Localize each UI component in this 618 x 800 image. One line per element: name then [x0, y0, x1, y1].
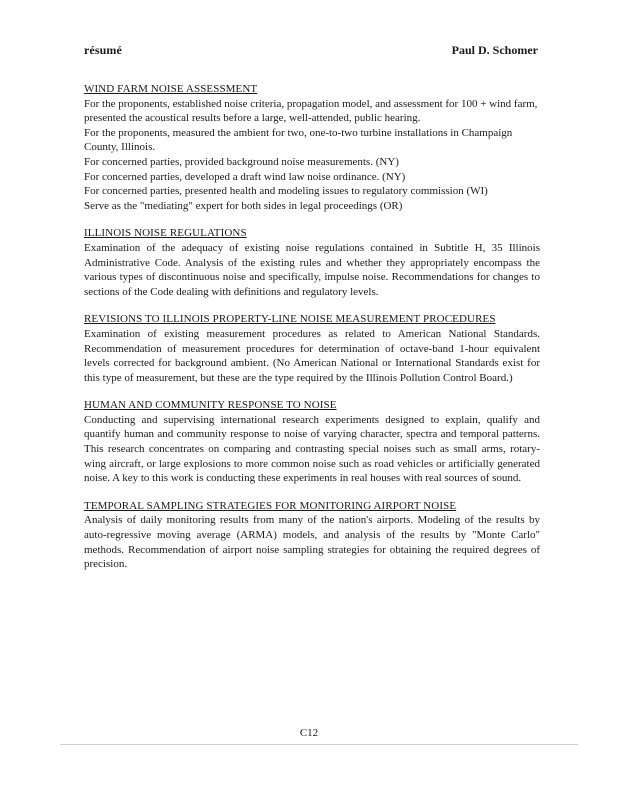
header-author-name: Paul D. Schomer: [451, 43, 538, 57]
section-paragraph: Conducting and supervising international research experiments designed to explain, qualify and quantify human and community response to noise of varying character, spectra and temporal patterns. This research concentrates on comparing and contrasting special noises such as small arms, rotary-wing aircraft, or large explosions to more common noise such as road vehicles or artificially generated noise. A key to this work is conducting these experiments in real houses with real sources of sound.: [84, 413, 540, 485]
section-line: Serve as the "mediating" expert for both sides in legal proceedings (OR): [84, 199, 403, 212]
section-property-line-revisions: [84, 312, 540, 385]
section-heading: ILLINOIS NOISE REGULATIONS: [84, 227, 247, 240]
section-wind-farm: [84, 82, 540, 213]
section-line: For concerned parties, presented health and modeling issues to regulatory commission (WI): [84, 185, 488, 198]
section-paragraph: Analysis of daily monitoring results from many of the nation's airports. Modeling of the results by auto-regressive moving average (ARMA) models, and analysis of the results by "Monte Carlo" methods. Recommendation of airport noise sampling strategies for obtaining the required degrees of precision.: [84, 514, 540, 571]
section-illinois-regulations: [84, 226, 540, 299]
section-paragraph: Examination of the adequacy of existing noise regulations contained in Subtitle H, 35 Illinois Administrative Code. Analysis of the existing rules and whether they appropriately encompass the various types of discontinuous noise and specifically, impulse noise. Recommendations for changes to sections of the Code dealing with definitions and regulatory levels.: [84, 241, 540, 298]
section-heading: REVISIONS TO ILLINOIS PROPERTY-LINE NOISE MEASUREMENT PROCEDURES: [84, 313, 496, 326]
page-number: C12: [299, 727, 319, 739]
section-human-community-response: [84, 398, 540, 486]
resume-content: [84, 82, 540, 585]
section-line: For concerned parties, developed a draft wind law noise ordinance. (NY): [84, 170, 406, 183]
section-heading: HUMAN AND COMMUNITY RESPONSE TO NOISE: [84, 399, 337, 412]
header-resume-label: résumé: [84, 43, 122, 57]
section-heading: TEMPORAL SAMPLING STRATEGIES FOR MONITORING AIRPORT NOISE: [84, 499, 457, 512]
section-line: For the proponents, measured the ambient for two, one-to-two turbine installations in Champaign County, Illinois.: [84, 126, 513, 154]
footer-divider: [60, 744, 578, 745]
section-line: For the proponents, established noise criteria, propagation model, and assessment for 100 + wind farm, presented the acoustical results before a large, well-attended, public hearing.: [84, 97, 538, 125]
section-line: For concerned parties, provided background noise measurements. (NY): [84, 155, 399, 168]
section-heading: WIND FARM NOISE ASSESSMENT: [84, 83, 258, 95]
section-temporal-sampling: [84, 499, 540, 572]
section-paragraph: Examination of existing measurement procedures as related to American National Standards. Recommendation of measurement procedures for determination of octave-band 1-hour equivalent levels corrected for background ambient. (No American National or International Standards exist for this type of measurement, but these are the type required by the Illinois Pollution Control Board.): [84, 327, 540, 384]
